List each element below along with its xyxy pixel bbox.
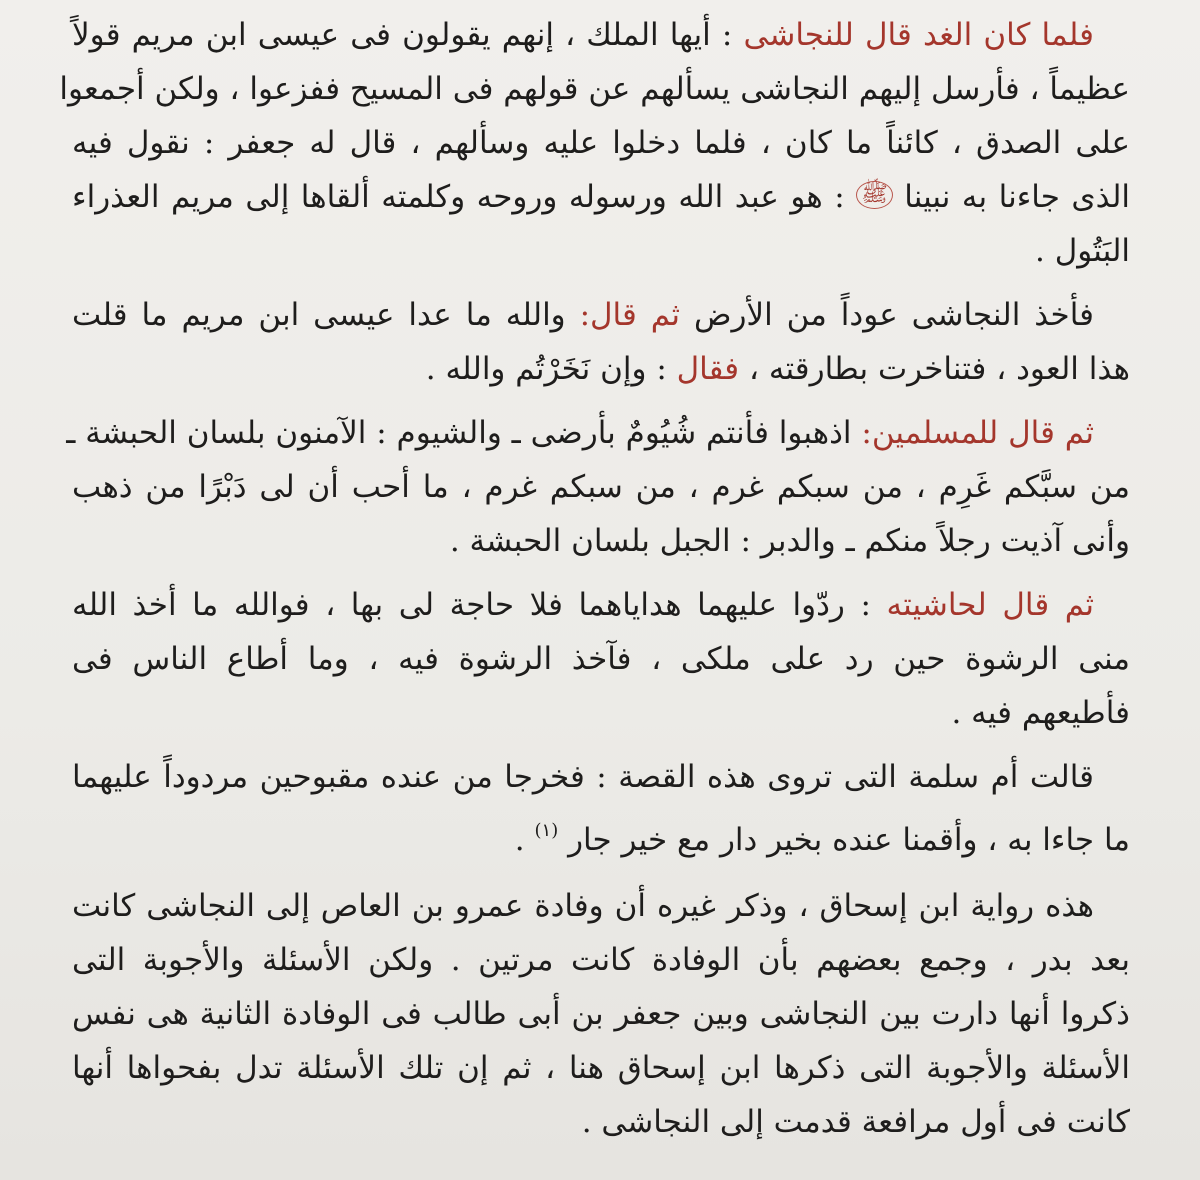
text-line: بعد بدر ، وجمع بعضهم بأن الوفادة كانت مرتين . ولكن الأسئلة والأجوبة التى: [72, 942, 1130, 978]
text-line: قالت أم سلمة التى تروى هذه القصة : فخرجا من عنده مقبوحين مردوداً عليهما: [72, 759, 1094, 795]
text-line: ثم قال لحاشيته : ردّوا عليهما هداياهما فلا حاجة لى بها ، فوالله ما أخذ الله: [72, 587, 1094, 623]
footnote-marker[interactable]: (١): [534, 820, 559, 841]
paragraph-2: [72, 288, 1130, 396]
text-line: عظيماً ، فأرسل إليهم النجاشى يسألهم عن قولهم فى المسيح ففزعوا ، ولكن أجمعوا: [59, 71, 1130, 107]
text-line: ما جاءا به ، وأقمنا عنده بخير دار مع خير جار $^{(١)}$ .: [514, 820, 1130, 858]
red-heading: فقال: [676, 351, 740, 387]
paragraph-3: [66, 406, 1130, 568]
text-line: ثم قال للمسلمين: اذهبوا فأنتم شُيُومٌ بأرضى ـ والشيوم : الآمنون بلسان الحبشة ـ: [66, 415, 1094, 451]
text-line: كانت فى أول مرافعة قدمت إلى النجاشى .: [581, 1104, 1130, 1140]
paragraph-6: [72, 879, 1130, 1149]
text-line: الأسئلة والأجوبة التى ذكرها ابن إسحاق هنا ، ثم إن تلك الأسئلة تدل بفحواها أنها: [72, 1050, 1130, 1086]
salawat-ligature-icon: ﷺ: [856, 181, 893, 209]
text-line: الذى جاءنا به نبينا ﷺ : هو عبد الله ورسوله وروحه وكلمته ألقاها إلى مريم العذراء: [72, 179, 1131, 215]
paragraph-4: [72, 578, 1130, 740]
text-line: منى الرشوة حين رد على ملكى ، فآخذ الرشوة فيه ، وما أطاع الناس فى: [72, 641, 1130, 677]
text-line: وأنى آذيت رجلاً منكم ـ والدبر : الجبل بلسان الحبشة .: [449, 523, 1130, 559]
paragraph-1: [59, 8, 1131, 278]
text-line: فأطيعهم فيه .: [951, 695, 1130, 731]
text-line: على الصدق ، كائناً ما كان ، فلما دخلوا عليه وسألهم ، قال له جعفر : نقول فيه: [72, 125, 1130, 161]
text-line: فأخذ النجاشى عوداً من الأرض ثم قال: والله ما عدا عيسى ابن مريم ما قلت: [72, 297, 1094, 333]
text-line: البَتُول .: [1034, 233, 1130, 269]
red-heading: ثم قال لحاشيته: [886, 587, 1094, 623]
text-line: ذكروا أنها دارت بين النجاشى وبين جعفر بن أبى طالب فى الوفادة الثانية هى نفس: [72, 996, 1130, 1032]
text-line: فلما كان الغد قال للنجاشى : أيها الملك ، إنهم يقولون فى عيسى ابن مريم قولاً: [72, 17, 1094, 53]
text-line: من سبَّكم غَرِم ، من سبكم غرم ، من سبكم غرم ، ما أحب أن لى دَبْرًا من ذهب: [72, 469, 1130, 505]
text-line: هذه رواية ابن إسحاق ، وذكر غيره أن وفادة عمرو بن العاص إلى النجاشى كانت: [72, 888, 1094, 924]
red-heading: ثم قال:: [579, 297, 681, 333]
red-heading: ثم قال للمسلمين:: [861, 415, 1094, 451]
paragraph-5: [72, 750, 1130, 867]
red-heading: فلما كان الغد قال للنجاشى: [743, 17, 1094, 53]
text-line: هذا العود ، فتناخرت بطارقته ، فقال : وإن نَخَرْتُم والله .: [425, 351, 1130, 387]
